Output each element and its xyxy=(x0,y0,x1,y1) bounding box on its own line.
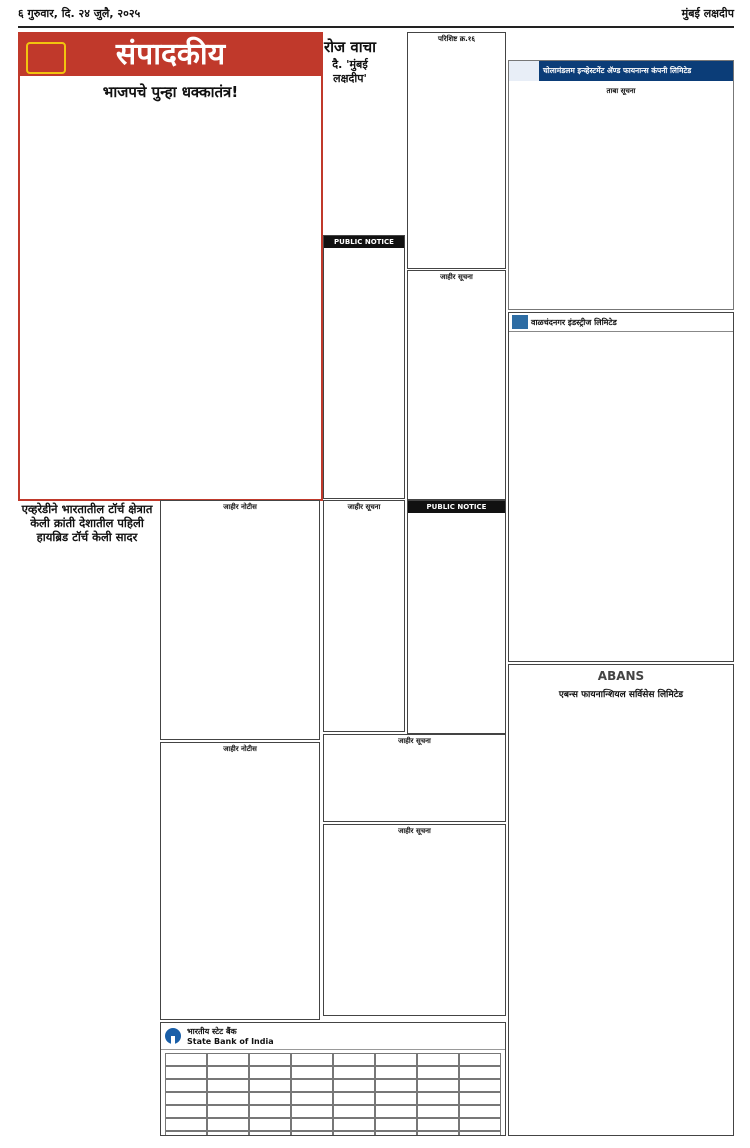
sbi-table-cell xyxy=(291,1053,333,1066)
jahir-notice-2-body xyxy=(161,756,319,1020)
sbi-table-cell xyxy=(375,1053,417,1066)
abans-logo: ABANS xyxy=(597,669,645,683)
public-notice-1-title: PUBLIC NOTICE xyxy=(324,236,404,248)
walchandnagar-header xyxy=(509,313,733,332)
promo-line-2: दै. 'मुंबई लक्षदीप' xyxy=(332,58,368,85)
sbi-table-cell xyxy=(417,1105,459,1118)
sbi-header xyxy=(161,1023,505,1050)
promo-line-1: रोज वाचा xyxy=(323,38,376,56)
public-notice-2-body xyxy=(408,513,505,732)
sbi-table-cell xyxy=(417,1118,459,1131)
sbi-table-cell xyxy=(459,1118,501,1131)
sbi-table-cell xyxy=(333,1079,375,1092)
sbi-english-name: State Bank of India xyxy=(187,1037,274,1046)
sbi-table-cell xyxy=(459,1131,501,1136)
sbi-table-cell xyxy=(417,1053,459,1066)
news-body xyxy=(18,549,156,1109)
jahir-notice-1-title: जाहीर नोटीस xyxy=(223,503,257,511)
sbi-table-cell xyxy=(165,1066,207,1079)
walchandnagar-logo-icon xyxy=(512,315,528,329)
sbi-table-cell xyxy=(333,1092,375,1105)
jahir-suchana-2-body xyxy=(324,514,404,732)
chola-notice xyxy=(508,60,734,310)
sbi-table-cell xyxy=(249,1131,291,1136)
sbi-table-cell xyxy=(249,1053,291,1066)
sbi-table-cell xyxy=(291,1118,333,1131)
sbi-table-cell xyxy=(165,1053,207,1066)
sbi-table-cell xyxy=(291,1092,333,1105)
sbi-table-grid xyxy=(165,1053,501,1136)
jahir-suchana-4-title: जाहीर सूचना xyxy=(398,827,431,835)
sbi-table-cell xyxy=(375,1131,417,1136)
sbi-hindi-name: भारतीय स्टेट बैंक xyxy=(187,1027,237,1036)
chola-taba-title: ताबा सूचना xyxy=(606,87,636,95)
jahir-notice-2-title: जाहीर नोटीस xyxy=(223,745,257,753)
sbi-logo-icon xyxy=(165,1028,181,1044)
sbi-table-cell xyxy=(165,1105,207,1118)
sbi-table-cell xyxy=(375,1066,417,1079)
sbi-table-cell xyxy=(333,1066,375,1079)
abans-name: एबन्स फायनान्शियल सर्विसेस लिमिटेड xyxy=(558,690,684,700)
jahir-suchana-2-title: जाहीर सूचना xyxy=(347,503,381,511)
jahir-suchana-3-title: जाहीर सूचना xyxy=(398,737,431,745)
sbi-table-cell xyxy=(333,1053,375,1066)
sbi-table-cell xyxy=(165,1118,207,1131)
sbi-table-cell xyxy=(249,1079,291,1092)
sbi-table-cell xyxy=(459,1092,501,1105)
editorial-body xyxy=(20,106,321,501)
sbi-table-cell xyxy=(459,1105,501,1118)
sbi-table xyxy=(161,1050,505,1136)
editorial-section xyxy=(18,32,323,501)
news-article xyxy=(18,500,156,1130)
sbi-table-cell xyxy=(333,1118,375,1131)
editorial-banner xyxy=(20,34,321,76)
jahir-suchana-3-body xyxy=(324,748,505,822)
sbi-table-cell xyxy=(207,1118,249,1131)
appendix-title: परिशिष्ट क्र.१६ xyxy=(437,35,476,43)
sbi-table-cell xyxy=(207,1092,249,1105)
sbi-table-cell xyxy=(459,1053,501,1066)
sbi-table-cell xyxy=(207,1105,249,1118)
sbi-table-cell xyxy=(291,1079,333,1092)
sbi-table-cell xyxy=(459,1066,501,1079)
jahir-suchana-1 xyxy=(407,270,506,500)
news-headline: एव्हरेडीने भारतातील टॉर्च क्षेत्रात केली क्रांती देशातील पहिली हायब्रिड टॉर्च केली सादर xyxy=(21,502,153,544)
sbi-table-cell xyxy=(417,1092,459,1105)
jahir-notice-2 xyxy=(160,742,320,1020)
abans-notice xyxy=(508,664,734,1136)
appendix-notice xyxy=(407,32,506,269)
sbi-table-cell xyxy=(249,1105,291,1118)
jahir-suchana-body xyxy=(408,284,505,498)
jahir-notice-1 xyxy=(160,500,320,740)
sbi-table-cell xyxy=(165,1131,207,1136)
page-header xyxy=(18,4,734,28)
sbi-table-cell xyxy=(375,1105,417,1118)
sbi-table-cell xyxy=(165,1079,207,1092)
public-notice-2-title: PUBLIC NOTICE xyxy=(408,501,505,513)
sbi-table-cell xyxy=(249,1066,291,1079)
sbi-table-cell xyxy=(459,1079,501,1092)
public-notice-1 xyxy=(323,235,405,499)
sbi-table-cell xyxy=(417,1066,459,1079)
public-notice-1-body xyxy=(324,248,404,497)
sbi-table-cell xyxy=(417,1131,459,1136)
chola-name: चोलामंडलम इन्व्हेस्टमेंट ॲण्ड फायनान्स कंपनी लिमिटेड xyxy=(543,66,692,75)
walchandnagar-notice xyxy=(508,312,734,662)
chola-body xyxy=(509,98,733,310)
sbi-table-cell xyxy=(291,1131,333,1136)
sbi-table-cell xyxy=(333,1131,375,1136)
promo-box xyxy=(323,32,377,232)
walchandnagar-body xyxy=(509,332,733,658)
sbi-table-cell xyxy=(207,1053,249,1066)
jahir-suchana-title: जाहीर सूचना xyxy=(440,273,473,281)
sbi-table-cell xyxy=(417,1079,459,1092)
page-date-line: ६ गुरुवार, दि. २४ जुलै, २०२५ xyxy=(18,7,141,20)
abans-body xyxy=(509,704,733,1130)
jahir-notice-1-body xyxy=(161,514,319,738)
sbi-table-cell xyxy=(375,1092,417,1105)
sbi-table-cell xyxy=(291,1066,333,1079)
jahir-suchana-4 xyxy=(323,824,506,1016)
sbi-table-cell xyxy=(207,1079,249,1092)
jahir-suchana-4-body xyxy=(324,838,505,1012)
editorial-headline: भाजपचे पुन्हा धक्कातंत्र! xyxy=(102,83,239,101)
sbi-table-cell xyxy=(375,1118,417,1131)
public-notice-2 xyxy=(407,500,506,734)
sbi-table-cell xyxy=(165,1092,207,1105)
masthead: मुंबई लक्षदीप xyxy=(681,7,734,20)
sbi-table-cell xyxy=(207,1066,249,1079)
newspaper-stack-icon xyxy=(26,42,66,74)
editorial-banner-title: संपादकीय xyxy=(115,37,226,72)
sbi-notice xyxy=(160,1022,506,1136)
walchandnagar-name: वाळचंदनगर इंडस्ट्रीज लिमिटेड xyxy=(531,317,617,327)
sbi-table-cell xyxy=(375,1079,417,1092)
jahir-suchana-3 xyxy=(323,734,506,822)
chola-header xyxy=(509,61,733,81)
appendix-body xyxy=(408,46,505,265)
sbi-table-cell xyxy=(207,1131,249,1136)
sbi-table-cell xyxy=(291,1105,333,1118)
jahir-suchana-2 xyxy=(323,500,405,732)
sbi-table-cell xyxy=(333,1105,375,1118)
sbi-table-cell xyxy=(249,1092,291,1105)
sbi-table-cell xyxy=(249,1118,291,1131)
chola-logo-icon xyxy=(509,61,539,81)
